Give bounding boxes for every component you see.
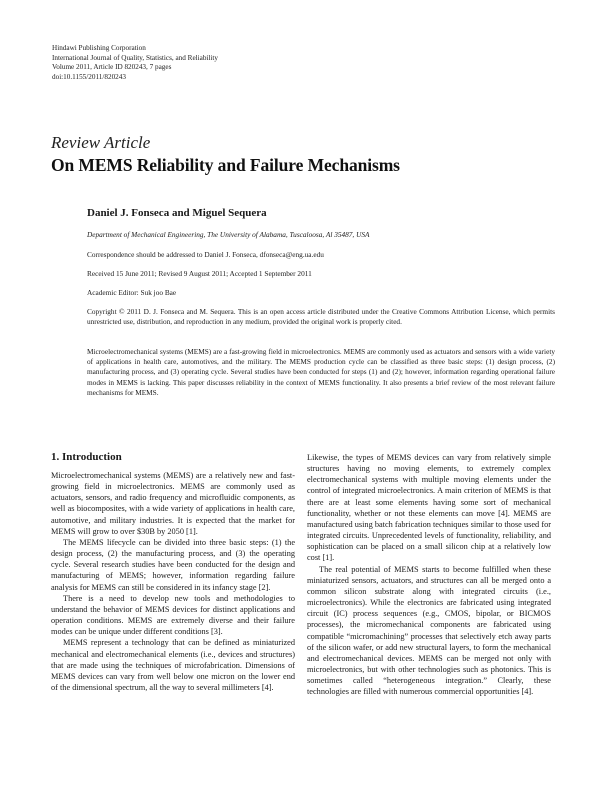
abstract: Microelectromechanical systems (MEMS) are a fast-growing field in microelectronics. MEMS are commonly used as actuators and sensors with a wide variety of applications in health care, automotives, and the military. The MEMS production cycle can be classified as three basic steps: (1) design process, (2) manufacturing process, and (3) operating cycle. Several studies have been conducted for steps (1) and (2); however, information regarding operational failure modes in MEMS is lacking. This paper discusses reliability in the context of MEMS functionality. It also presents a brief review of the most relevant failure mechanisms for MEMS. — [87, 347, 555, 397]
doi: doi:10.1155/2011/820243 — [52, 72, 126, 81]
author-list: Daniel J. Fonseca and Miguel Sequera — [87, 207, 267, 219]
body-paragraph: Microelectromechanical systems (MEMS) are a relatively new and fast-growing field in microelectronics. MEMS are commonly used as actuators, sensors, and radio frequency and microfluidic components, as well as biocomposites, with a wide variety of applications in health care, automotive, and military industries. It is expected that the market for MEMS will grow to over $30B by 2050 [1]. — [51, 471, 295, 536]
article-type: Review Article — [51, 133, 151, 152]
right-column — [307, 452, 551, 697]
academic-editor: Academic Editor: Suk joo Bae — [87, 288, 177, 297]
body-paragraph: The real potential of MEMS starts to become fulfilled when these miniaturized sensors, actuators, and structures can all be merged onto a common silicon substrate along with integrated circuits (i.e., microelectronics). While the electronics are fabricated using integrated circuit (IC) process sequences (e.g., CMOS, bipolar, or BICMOS processes), the micromechanical components are fabricated using compatible “micromachining” processes that selectively etch away parts of the silicon wafer, or add new structural layers, to form the mechanical and electromechanical devices. MEMS can be merged not only with microelectronics, but with other technologies such as photonics. This is sometimes called “heterogeneous integration.” Clearly, these technologies are filled with numerous commercial opportunities [4]. — [307, 564, 551, 697]
affiliation: Department of Mechanical Engineering, The University of Alabama, Tuscaloosa, Al 35487, USA — [87, 230, 370, 239]
body-paragraph: There is a need to develop new tools and methodologies to understand the behavior of MEMS devices for distinct applications and operation conditions. MEMS are extremely diverse and their failure modes can be unique under different conditions [3]. — [51, 593, 295, 637]
body-paragraph: Likewise, the types of MEMS devices can vary from relatively simple structures having no moving elements, to extremely complex electromechanical systems with multiple moving elements under the control of integrated microelectronics. A main criterion of MEMS is that there are at least some elements having some sort of mechanical functionality, whether or not these elements can move [4]. MEMS are manufactured using batch fabrication techniques similar to those used for integrated circuits. Unprecedented levels of functionality, reliability, and sophistication can be placed on a small silicon chip at a relatively low cost [1]. — [307, 453, 551, 563]
copyright-notice: Copyright © 2011 D. J. Fonseca and M. Sequera. This is an open access article distributed under the Creative Commons Attribution License, which permits unrestricted use, distribution, and reproduction in any medium, provided the original work is properly cited. — [87, 307, 555, 327]
journal-name: International Journal of Quality, Statistics, and Reliability — [52, 53, 219, 62]
left-column — [51, 452, 295, 693]
section-heading: 1. Introduction — [51, 451, 122, 463]
article-title: On MEMS Reliability and Failure Mechanisms — [51, 155, 400, 175]
publisher-header — [52, 44, 218, 82]
publisher-name: Hindawi Publishing Corporation — [52, 44, 146, 52]
body-paragraph: The MEMS lifecycle can be divided into three basic steps: (1) the design process, (2) the manufacturing process, and (3) the operating cycle. Several research studies have been conducted for the design and manufacturing of MEMS; however, information regarding failure analysis for MEMS can still be considered in its infancy stage [2]. — [51, 537, 295, 592]
submission-dates: Received 15 June 2011; Revised 9 August 2011; Accepted 1 September 2011 — [87, 269, 312, 278]
correspondence: Correspondence should be addressed to Daniel J. Fonseca, dfonseca@eng.ua.edu — [87, 250, 324, 259]
volume-info: Volume 2011, Article ID 820243, 7 pages — [52, 63, 172, 72]
body-paragraph: MEMS represent a technology that can be defined as miniaturized mechanical and electromechanical elements (i.e., devices and structures) that are made using the techniques of microfabrication. Dimensions of MEMS devices can vary from well below one micron on the lower end of the dimensional spectrum, all the way to several millimeters [4]. — [51, 638, 295, 692]
